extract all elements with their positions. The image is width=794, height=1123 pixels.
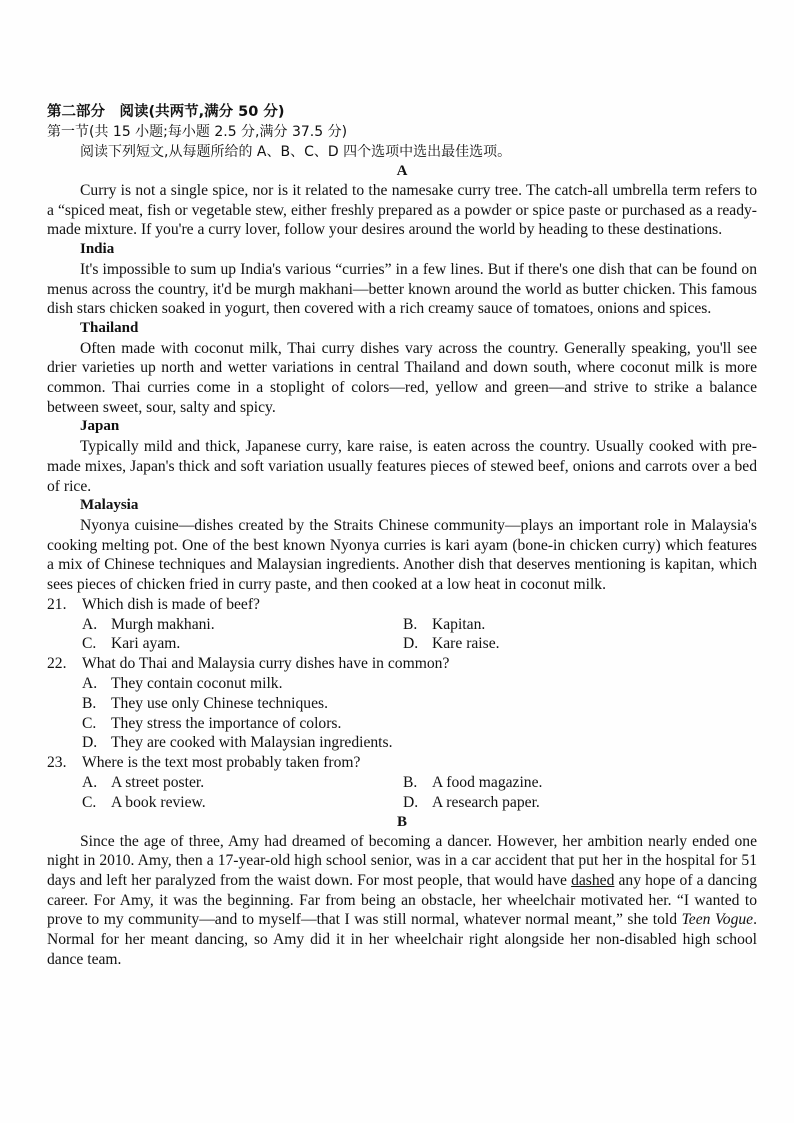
option-letter: B.	[403, 773, 418, 791]
option-text: Kari ayam.	[111, 635, 181, 653]
india-heading: India	[80, 241, 115, 258]
option-text: They stress the importance of colors.	[111, 714, 342, 732]
option-letter: D.	[403, 793, 419, 811]
option-text: A food magazine.	[432, 773, 543, 791]
malaysia-paragraph: Nyonya cuisine—dishes created by the Straits Chinese community—plays an important role in Malaysia's cooking melting pot. One of the best known Nyonya curries is kari ayam (bone-in chicken curry) which features a mix of Chinese techniques and Malaysian ingredients. Another dish that deserves mentioning is kapitan, which sees pieces of chicken fried in curry paste, and then cooked at a low heat in coconut milk.	[47, 516, 757, 594]
question-number: 21.	[47, 595, 67, 613]
malaysia-heading: Malaysia	[80, 497, 139, 514]
option-letter: D.	[403, 635, 419, 653]
india-paragraph: It's impossible to sum up India's various “curries” in a few lines. But if there's one dish that can be found on menus across the country, it'd be murgh makhani—better known around the world as butter chicken. This famous dish stars chicken soaked in yogurt, then covered with a rich creamy sauce of tomatoes, onions and spices.	[47, 260, 757, 318]
option-text: Murgh makhani.	[111, 615, 215, 633]
option-letter: C.	[82, 635, 97, 653]
option-d[interactable]	[82, 733, 757, 753]
option-text: They are cooked with Malaysian ingredients.	[111, 734, 393, 752]
option-a[interactable]	[82, 615, 403, 635]
passage-b-text-1: Since the age of three, Amy had dreamed of becoming a dancer. However, her ambition nearly ended one night in 2010. Amy, then a 17-year-old high school senior, was in a car accident that put her in the hospital for 51 days and left her paralyzed from the waist down. For most people, that would have	[47, 832, 757, 889]
option-text: They use only Chinese techniques.	[111, 694, 328, 712]
japan-paragraph: Typically mild and thick, Japanese curry, kare raise, is eaten across the country. Usually cooked with pre-made mixes, Japan's thick and soft variation usually features pieces of stewed beef, onions and carrots over a bed of rice.	[47, 438, 757, 495]
option-text: A book review.	[111, 793, 206, 811]
question-number: 22.	[47, 655, 67, 673]
option-a[interactable]	[82, 674, 757, 694]
passage-b-label: B	[396, 813, 407, 830]
option-letter: D.	[82, 734, 98, 752]
option-text: Kare raise.	[432, 635, 500, 653]
passage-a-label: A	[396, 163, 408, 179]
option-letter: A.	[82, 773, 98, 791]
option-c[interactable]	[82, 634, 403, 654]
japan-heading: Japan	[80, 418, 120, 435]
option-text: Kapitan.	[432, 615, 486, 633]
option-b[interactable]	[403, 773, 724, 793]
reading-section	[47, 102, 757, 969]
option-letter: B.	[82, 694, 97, 712]
option-a[interactable]	[82, 773, 403, 793]
section-header: 第二部分 阅读(共两节,满分 50 分)	[47, 104, 285, 120]
instruction: 阅读下列短文,从每题所给的 A、B、C、D 四个选项中选出最佳选项。	[80, 144, 512, 160]
option-d[interactable]	[403, 793, 724, 813]
question-22	[47, 654, 757, 753]
option-letter: B.	[403, 615, 418, 633]
option-d[interactable]	[403, 634, 724, 654]
thailand-paragraph: Often made with coconut milk, Thai curry dishes vary across the country. Generally speaking, you'll see drier varieties up north and wetter variations in central Thailand and down south, where coconut milk is more common. Thai curries come in a stoplight of colors—red, yellow and green—and strive to strike a balance between sweet, sour, salty and spicy.	[47, 339, 757, 416]
magazine-title: Teen Vogue	[681, 911, 754, 929]
option-letter: A.	[82, 615, 98, 633]
passage-b-paragraph	[47, 832, 757, 970]
passage-a-intro: Curry is not a single spice, nor is it related to the namesake curry tree. The catch-all umbrella term refers to a “spiced meat, fish or vegetable stew, either freshly prepared as a powder or spice paste or purchased as a ready-made mixture. If you're a curry lover, follow your desires around the world by heading to these destinations.	[47, 182, 757, 239]
option-text: A street poster.	[111, 773, 205, 791]
option-c[interactable]	[82, 714, 757, 734]
question-text: What do Thai and Malaysia curry dishes have in common?	[82, 655, 450, 673]
option-text: They contain coconut milk.	[111, 674, 283, 692]
option-c[interactable]	[82, 793, 403, 813]
passage-b-text-2: any hope of a dancing career. For Amy, it was the beginning. Far from being an obstacle, her wheelchair motivated her. “I wanted to prove to my community—and to myself—that I was still normal, whatever normal meant,” she told	[47, 871, 758, 929]
subsection-header: 第一节(共 15 小题;每小题 2.5 分,满分 37.5 分)	[47, 124, 348, 140]
option-letter: A.	[82, 674, 98, 692]
question-number: 23.	[47, 754, 67, 772]
option-letter: C.	[82, 714, 97, 732]
question-23	[47, 753, 757, 812]
underlined-word-dashed: dashed	[571, 871, 615, 889]
option-text: A research paper.	[432, 793, 540, 811]
thailand-heading: Thailand	[80, 319, 139, 336]
question-text: Where is the text most probably taken from?	[82, 754, 361, 772]
option-letter: C.	[82, 793, 97, 811]
option-b[interactable]	[82, 694, 757, 714]
option-b[interactable]	[403, 615, 724, 635]
question-21	[47, 595, 757, 654]
question-text: Which dish is made of beef?	[82, 595, 260, 613]
passage-b-text-3: . Normal for her meant dancing, so Amy did it in her wheelchair right alongside her non-disabled high school dance team.	[47, 911, 757, 968]
